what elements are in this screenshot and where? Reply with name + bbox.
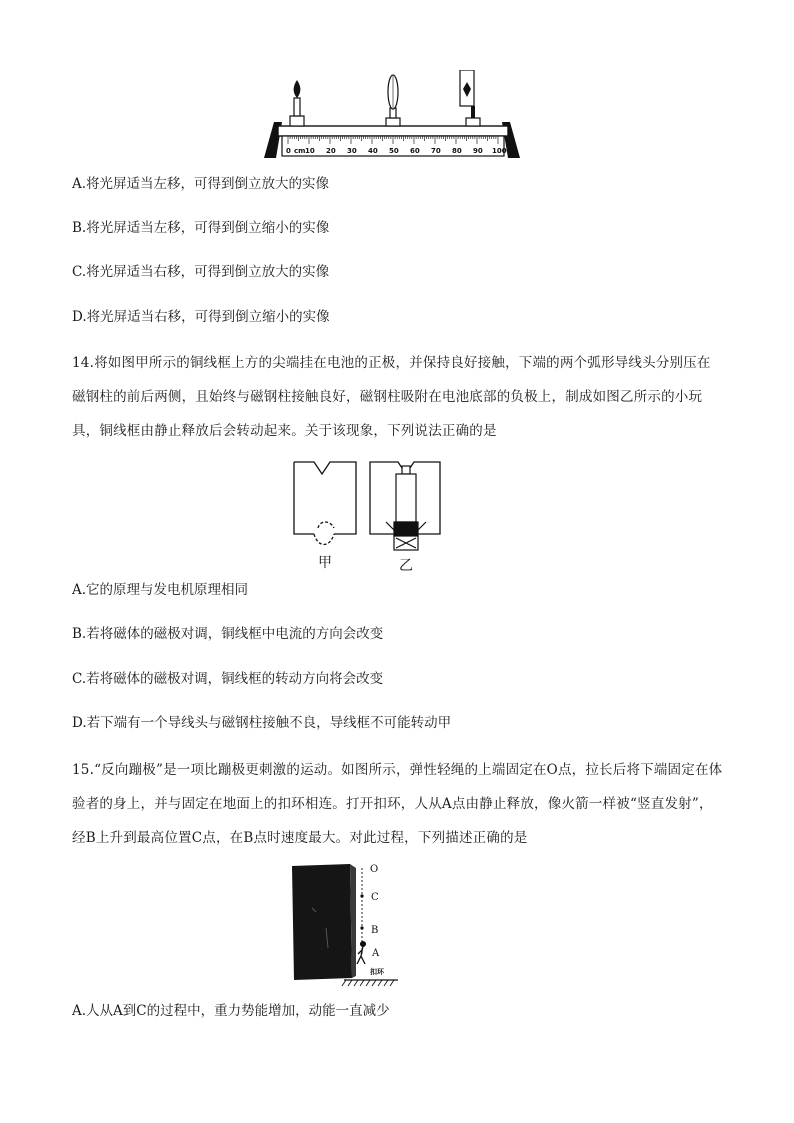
tower <box>292 864 352 980</box>
ruler-tick-label: 30 <box>347 147 357 155</box>
q14-option-a: A.它的原理与发电机原理相同 <box>72 582 249 598</box>
ruler-unit: cm <box>294 147 306 155</box>
ruler-tick-label: 90 <box>473 147 483 155</box>
ruler-tick-label: 40 <box>368 147 378 155</box>
point-c-label: C <box>371 892 379 903</box>
point-a-label: A <box>372 948 380 959</box>
wire-frame-figure <box>290 458 450 576</box>
bench-rail <box>278 126 508 136</box>
ruler-tick-label: 0 <box>286 147 291 155</box>
ruler-tick-label: 60 <box>410 147 420 155</box>
ruler-tick-label: 10 <box>305 147 315 155</box>
ruler-tick-label: 70 <box>431 147 441 155</box>
magnet <box>394 522 418 536</box>
q14-stem: 14.将如图甲所示的铜线框上方的尖端挂在电池的正极，并保持良好接触，下端的两个弧形导线头分别压在磁钢柱的前后两侧，且始终与磁钢柱接触良好，磁钢柱吸附在电池底部的负极上，制成如图乙所示的小玩具，铜线框由静止释放后会转动起来。关于该现象，下列说法正确的是 <box>72 355 711 439</box>
ruler-tick-label: 80 <box>452 147 462 155</box>
buckle-label: 扣环 <box>370 968 384 976</box>
battery <box>386 466 426 550</box>
light-screen <box>460 70 480 126</box>
q14-option-b: B.若将磁体的磁极对调，铜线框中电流的方向会改变 <box>72 626 384 642</box>
optical-bench-figure <box>260 70 524 162</box>
q14-option-d: D.若下端有一个导线头与磁钢柱接触不良，导线框不可能转动甲 <box>72 715 452 731</box>
point-o-label: O <box>370 864 379 875</box>
point-c-dot <box>360 894 363 897</box>
point-b-label: B <box>371 925 379 936</box>
frame-jia <box>294 462 356 545</box>
candle-flame <box>294 80 301 98</box>
candle <box>290 80 304 126</box>
q14-option-c: C.若将磁体的磁极对调，铜线框的转动方向将会改变 <box>72 671 384 687</box>
q15-option-a: A.人从A到C的过程中，重力势能增加，动能一直减少 <box>72 1003 390 1019</box>
convex-lens <box>386 75 400 126</box>
q13-option-b: B.将光屏适当左移，可得到倒立缩小的实像 <box>72 220 330 236</box>
ruler-tick-label: 50 <box>389 147 399 155</box>
label-yi: 乙 <box>399 558 413 574</box>
q13-option-d: D.将光屏适当右移，可得到倒立缩小的实像 <box>72 309 330 325</box>
ruler-tick-label: 100 <box>492 147 507 155</box>
person <box>357 942 365 964</box>
reverse-bungee-figure <box>286 858 406 994</box>
ruler-tick-label: 20 <box>326 147 336 155</box>
q15-stem: 15.“反向蹦极”是一项比蹦极更刺激的运动。如图所示，弹性轻绳的上端固定在O点，拉长后将下端固定在体验者的身上，并与固定在地面上的扣环相连。打开扣环，人从A点由静止释放，像火箭一样被“竖直发射”，经B上升到最高位置C点，在B点时速度最大。对此过程，下列描述正确的是 <box>72 762 723 846</box>
label-jia: 甲 <box>318 555 332 571</box>
point-b-dot <box>360 926 363 929</box>
q13-option-a: A.将光屏适当左移，可得到倒立放大的实像 <box>72 176 330 192</box>
q13-option-c: C.将光屏适当右移，可得到倒立放大的实像 <box>72 264 330 280</box>
